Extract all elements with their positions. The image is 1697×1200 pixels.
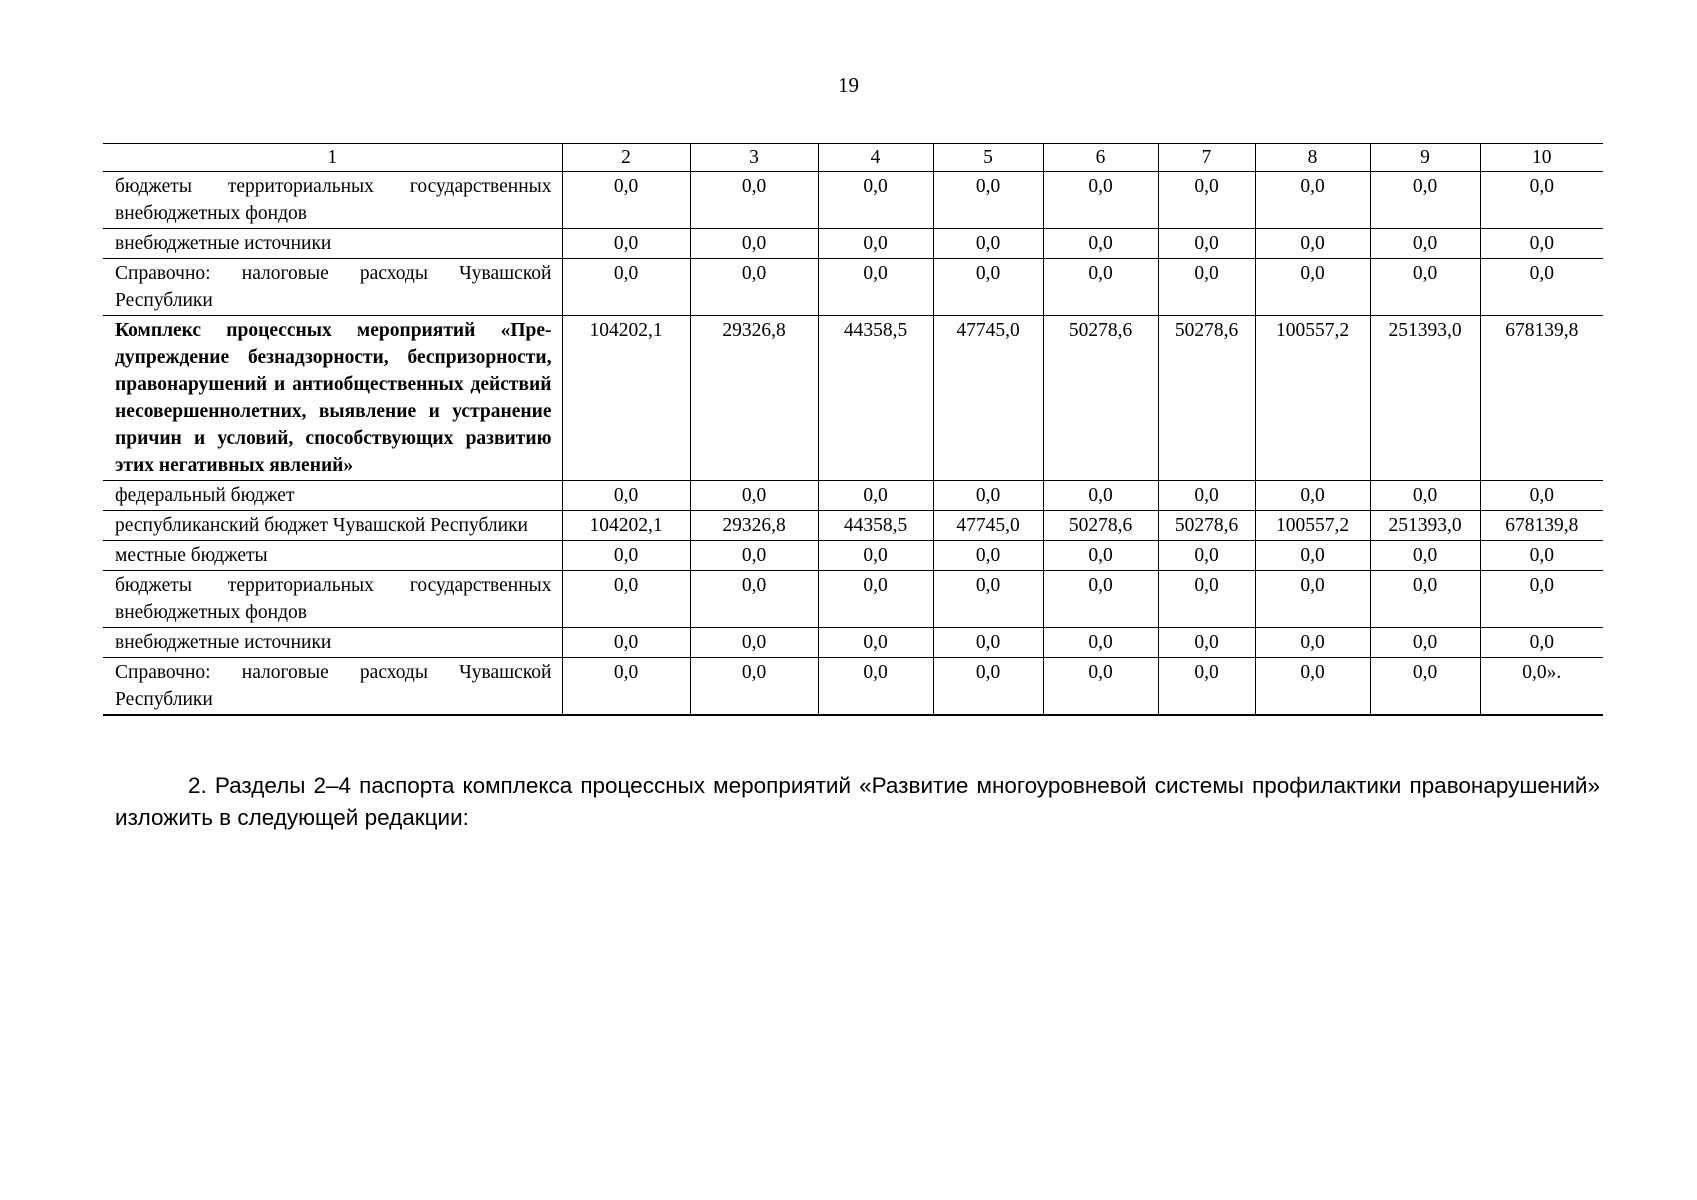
table-row [103, 481, 1603, 511]
table-cell: 0,0 [818, 658, 933, 716]
column-header: 3 [690, 144, 818, 172]
table-cell: 0,0 [1480, 571, 1603, 628]
table-cell: 0,0 [933, 658, 1043, 716]
table-cell: 0,0 [1255, 658, 1370, 716]
table-cell: 0,0 [1158, 628, 1255, 658]
row-label: внебюджетные источники [103, 628, 562, 658]
table-cell: 0,0 [818, 571, 933, 628]
table-cell: 0,0 [1158, 658, 1255, 716]
table-cell: 0,0 [1043, 481, 1158, 511]
table-cell: 0,0 [1370, 541, 1480, 571]
table-cell: 0,0 [690, 541, 818, 571]
table-cell: 0,0 [690, 571, 818, 628]
table-row [103, 658, 1603, 716]
table-cell: 0,0 [1043, 628, 1158, 658]
table-cell: 0,0 [1480, 172, 1603, 229]
column-header: 10 [1480, 144, 1603, 172]
table-cell: 678139,8 [1480, 511, 1603, 541]
table-cell: 0,0 [562, 541, 690, 571]
table-cell: 29326,8 [690, 511, 818, 541]
table-row [103, 229, 1603, 259]
table-row [103, 511, 1603, 541]
table-cell: 104202,1 [562, 316, 690, 481]
column-header: 4 [818, 144, 933, 172]
table-cell: 104202,1 [562, 511, 690, 541]
table-cell: 0,0 [1480, 229, 1603, 259]
table-cell: 0,0 [1043, 571, 1158, 628]
table-cell: 0,0 [1043, 541, 1158, 571]
table-cell: 47745,0 [933, 511, 1043, 541]
table-cell: 0,0 [1158, 259, 1255, 316]
table-cell: 44358,5 [818, 511, 933, 541]
row-label: местные бюджеты [103, 541, 562, 571]
table-cell: 0,0 [1480, 481, 1603, 511]
table-cell: 0,0 [562, 658, 690, 716]
table-row [103, 571, 1603, 628]
table-cell: 0,0 [690, 259, 818, 316]
table-cell: 0,0 [562, 481, 690, 511]
table-cell: 251393,0 [1370, 316, 1480, 481]
table-cell: 0,0 [690, 658, 818, 716]
table-cell: 0,0 [690, 172, 818, 229]
table-cell: 0,0 [818, 541, 933, 571]
table-cell: 47745,0 [933, 316, 1043, 481]
table-cell: 0,0 [1158, 481, 1255, 511]
table-cell: 0,0 [1255, 259, 1370, 316]
table-cell: 0,0 [1370, 571, 1480, 628]
table-cell: 0,0 [818, 481, 933, 511]
table-cell: 678139,8 [1480, 316, 1603, 481]
column-header: 1 [103, 144, 562, 172]
table-cell: 0,0 [1370, 658, 1480, 716]
table-cell: 0,0 [818, 172, 933, 229]
table-row [103, 316, 1603, 481]
table-row [103, 541, 1603, 571]
table-cell: 50278,6 [1043, 511, 1158, 541]
table-cell: 0,0 [690, 229, 818, 259]
table-cell: 0,0 [1370, 481, 1480, 511]
column-header: 8 [1255, 144, 1370, 172]
row-label: республиканский бюджет Чувашской Республики [103, 511, 562, 541]
column-header: 6 [1043, 144, 1158, 172]
financing-table [103, 143, 1603, 716]
page-number: 19 [838, 73, 859, 97]
table-cell: 0,0 [1480, 259, 1603, 316]
row-label: внебюджетные источники [103, 229, 562, 259]
table-cell: 100557,2 [1255, 511, 1370, 541]
table-cell: 0,0 [818, 628, 933, 658]
table-cell: 0,0 [690, 628, 818, 658]
table-cell: 29326,8 [690, 316, 818, 481]
row-label: федеральный бюджет [103, 481, 562, 511]
column-header: 9 [1370, 144, 1480, 172]
table-cell: 0,0 [818, 229, 933, 259]
table-cell: 0,0 [1043, 229, 1158, 259]
table-cell: 44358,5 [818, 316, 933, 481]
body-paragraph: 2. Разделы 2–4 паспорта комплекса процессных мероприятий «Развитие многоуровневой системы профилактики правонарушений» изложить в следующей редакции: [115, 773, 1600, 830]
column-header: 2 [562, 144, 690, 172]
table-cell: 0,0». [1480, 658, 1603, 716]
table-cell: 0,0 [562, 571, 690, 628]
table-cell: 0,0 [1158, 571, 1255, 628]
table-cell: 100557,2 [1255, 316, 1370, 481]
table-cell: 0,0 [1255, 481, 1370, 511]
table-row [103, 628, 1603, 658]
table-cell: 0,0 [933, 172, 1043, 229]
table-cell: 0,0 [1370, 172, 1480, 229]
table-row [103, 259, 1603, 316]
table-cell: 251393,0 [1370, 511, 1480, 541]
table-cell: 0,0 [1370, 259, 1480, 316]
table-cell: 0,0 [1370, 229, 1480, 259]
table-cell: 50278,6 [1158, 511, 1255, 541]
row-label: Комплекс процессных мероприятий «Предупреждение безнадзорности, беспризорности, правонарушений и антиобщественных действий несовершеннолетних, выявление и устранение причин и условий, способствующих развитию этих негативных явлений» [103, 316, 562, 481]
table-cell: 0,0 [933, 481, 1043, 511]
column-header: 5 [933, 144, 1043, 172]
table-cell: 50278,6 [1158, 316, 1255, 481]
table-cell: 0,0 [1043, 259, 1158, 316]
table-cell: 0,0 [1480, 628, 1603, 658]
row-label: бюджеты территориальных государственных внебюджетных фондов [103, 571, 562, 628]
table-cell: 0,0 [690, 481, 818, 511]
table-cell: 0,0 [562, 172, 690, 229]
table-cell: 0,0 [562, 259, 690, 316]
table-cell: 0,0 [1370, 628, 1480, 658]
row-label: Справочно: налоговые расходы Чувашской Республики [103, 259, 562, 316]
table-cell: 0,0 [1255, 571, 1370, 628]
table-cell: 0,0 [818, 259, 933, 316]
table-cell: 0,0 [1043, 658, 1158, 716]
table-cell: 0,0 [1255, 172, 1370, 229]
table-cell: 0,0 [933, 229, 1043, 259]
table-cell: 0,0 [933, 628, 1043, 658]
row-label: Справочно: налоговые расходы Чувашской Республики [103, 658, 562, 716]
table-cell: 0,0 [1255, 628, 1370, 658]
table-cell: 0,0 [1255, 541, 1370, 571]
table-header-row [103, 144, 1603, 172]
table-cell: 0,0 [1043, 172, 1158, 229]
table-cell: 0,0 [1158, 229, 1255, 259]
table-cell: 0,0 [933, 571, 1043, 628]
table-cell: 0,0 [1480, 541, 1603, 571]
column-header: 7 [1158, 144, 1255, 172]
table-cell: 0,0 [933, 541, 1043, 571]
table-cell: 0,0 [562, 628, 690, 658]
table-cell: 0,0 [1158, 172, 1255, 229]
table-cell: 0,0 [1158, 541, 1255, 571]
table-cell: 0,0 [933, 259, 1043, 316]
table-cell: 0,0 [562, 229, 690, 259]
table-row [103, 172, 1603, 229]
table-cell: 50278,6 [1043, 316, 1158, 481]
row-label: бюджеты территориальных государственных внебюджетных фондов [103, 172, 562, 229]
table-cell: 0,0 [1255, 229, 1370, 259]
